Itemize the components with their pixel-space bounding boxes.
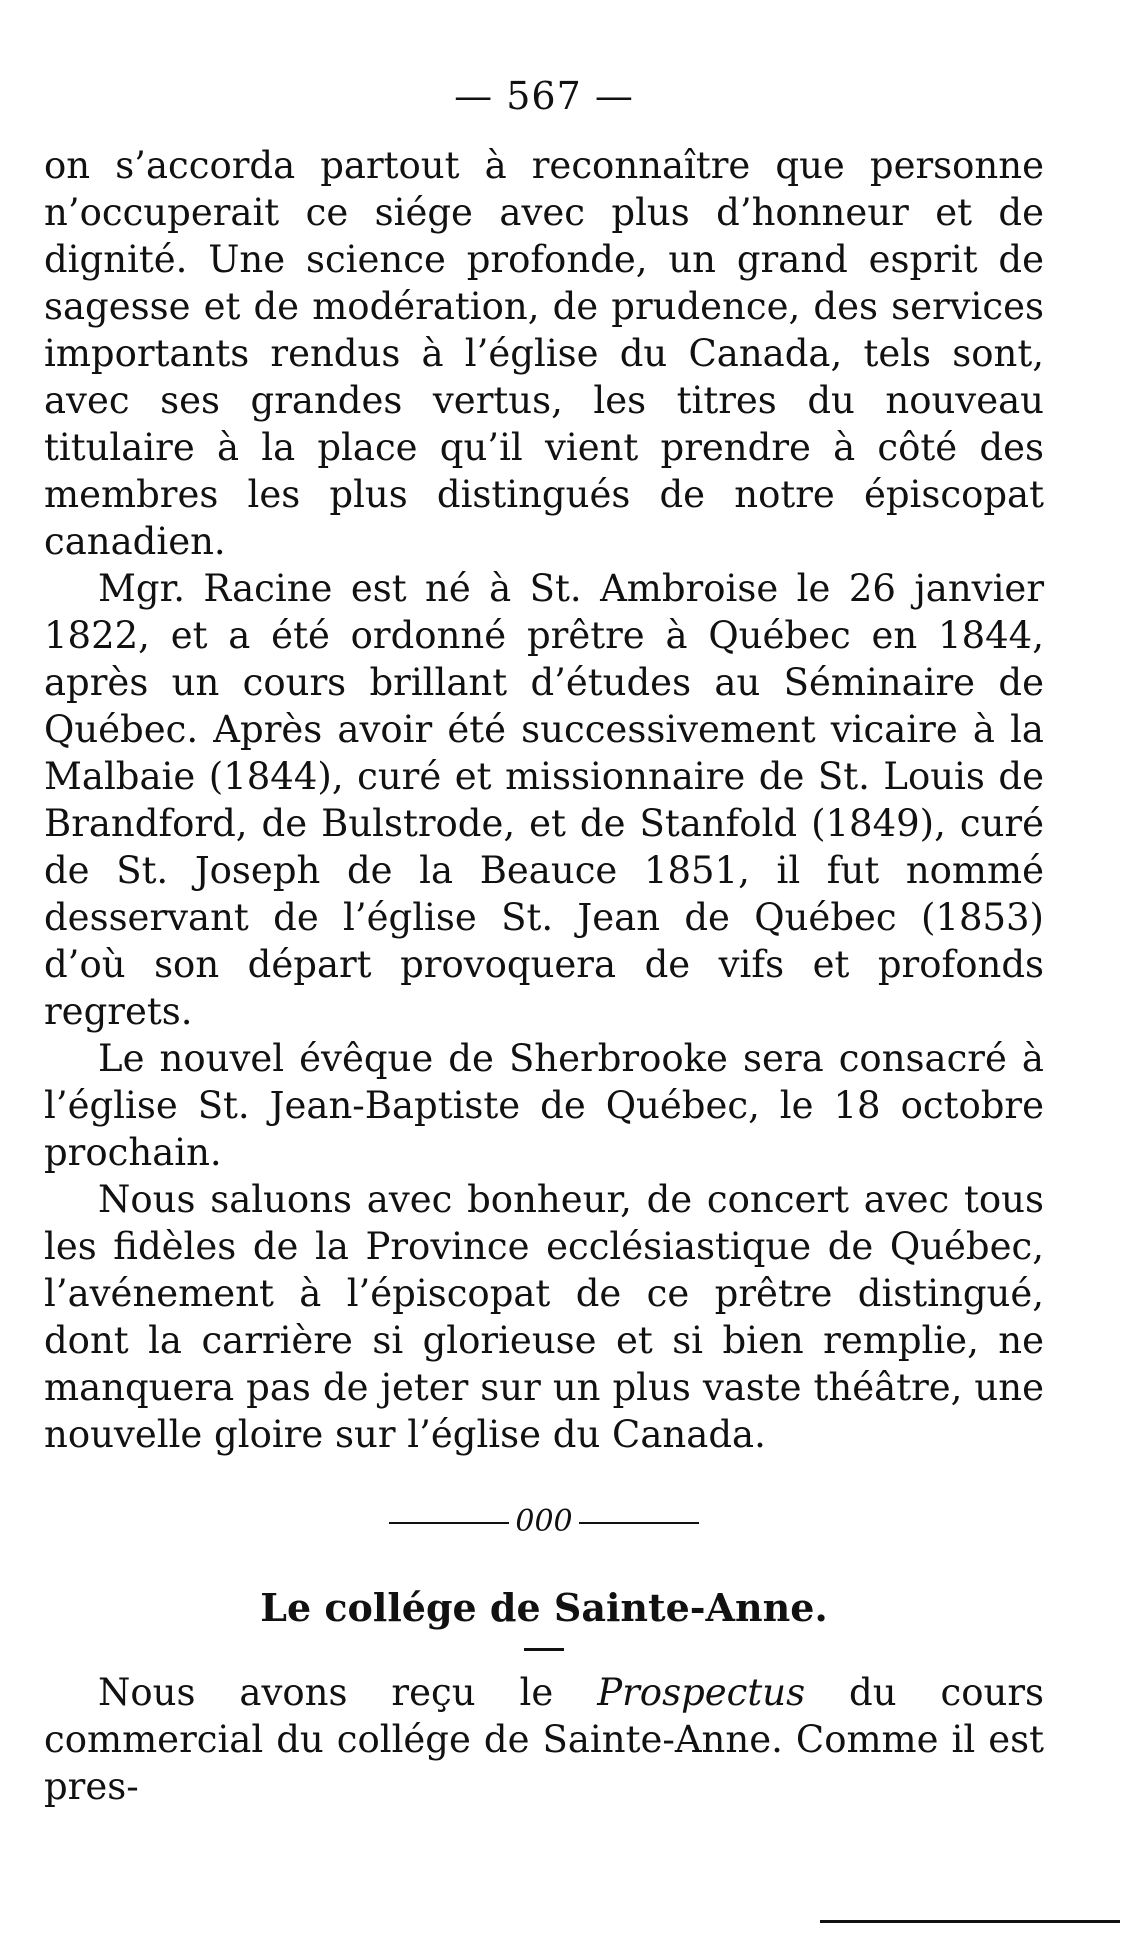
document-page (44, 66, 1044, 1810)
bottom-edge-rule (820, 1920, 1120, 1923)
section-title: Le collége de Sainte-Anne. (260, 1585, 828, 1630)
prospectus-emphasis: Prospectus (597, 1671, 806, 1714)
paragraph-consecration: Le nouvel évêque de Sherbrooke sera consacré à l’église St. Jean-Baptiste de Québec, le 18 octobre prochain. (44, 1037, 1044, 1174)
section-separator (44, 1502, 1044, 1542)
separator-rule-left (389, 1522, 509, 1524)
title-underline (524, 1648, 564, 1651)
paragraph-prospectus-start: Nous avons reçu le (98, 1671, 598, 1714)
paragraph-salutation: Nous saluons avec bonheur, de concert avec tous les fidèles de la Province ecclésiastique de Québec, l’avénement à l’épiscopat de ce prêtre distingué, dont la carrière si glorieuse et si bien remplie, ne manquera pas de jeter sur un plus vaste théâtre, une nouvelle gloire sur l’église du Canada. (44, 1178, 1044, 1456)
paragraph-biography: Mgr. Racine est né à St. Ambroise le 26 janvier 1822, et a été ordonné prêtre à Québec en 1844, après un cours brillant d’études au Séminaire de Québec. Après avoir été successivement vicaire à la Malbaie (1844), curé et missionnaire de St. Louis de Brandford, de Bulstrode, et de Stanfold (1849), curé de St. Joseph de la Beauce 1851, il fut nommé desservant de l’église St. Jean de Québec (1853) d’où son départ provoquera de vifs et profonds regrets. (44, 567, 1044, 1033)
separator-mark: 000 (515, 1504, 573, 1539)
separator-rule-right (579, 1522, 699, 1524)
paragraph-prospectus-end: du cours commercial du collége de Sainte-Anne. Comme il est pres- (44, 1671, 1044, 1808)
paragraph-prospectus (44, 1669, 1044, 1810)
paragraph-continuation: on s’accorda partout à reconnaître que personne n’occuperait ce siége avec plus d’honneur et de dignité. Une science profonde, un grand esprit de sagesse et de modération, de prudence, des services importants rendus à l’église du Canada, tels sont, avec ses grandes vertus, les titres du nouveau titulaire à la place qu’il vient prendre à côté des membres les plus distingués de notre épiscopat canadien. (44, 144, 1044, 563)
page-number: — 567 — (454, 74, 634, 118)
